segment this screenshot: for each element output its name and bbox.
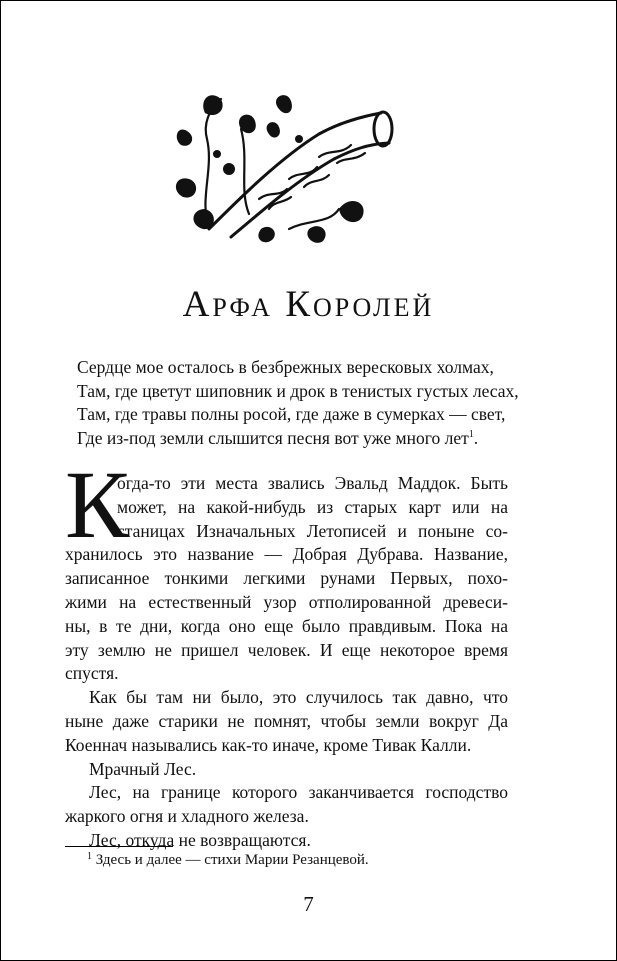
paragraph-5: Лес, откуда не возвращаются. — [89, 829, 311, 850]
footnote-rule — [65, 846, 173, 847]
epigraph — [77, 356, 537, 450]
text-line: Лес, на границе которого заканчивается господство — [89, 782, 508, 803]
text-line: хранилось это название — Добрая Дубрава. Название, — [65, 544, 508, 565]
text-line: жими на естественный узор отполированной древеси- — [65, 591, 508, 612]
paragraph-1 — [65, 472, 508, 686]
text-line: спустя. — [65, 663, 119, 684]
text-line: записанное тонкими легкими рунами Первых, похо- — [65, 568, 508, 589]
footnote-reference: 1 — [468, 428, 474, 440]
epigraph-line-last: Где из-под земли слышится песня вот уже много лет$^1$. — [77, 427, 479, 448]
horn-with-oak-leaves-icon — [169, 79, 399, 249]
text-line: может, на какой-нибудь из старых карт или на — [117, 496, 508, 517]
drop-cap: К — [65, 451, 130, 558]
footnote — [87, 850, 369, 870]
text-line: эту землю не пришел человек. И еще некоторое время — [65, 639, 508, 660]
footnote-text: Здесь и далее — стихи Марии Резанцевой. — [92, 852, 369, 868]
body-text — [65, 472, 508, 853]
text-line: огда-то эти места звались Эвальд Маддок. Быть — [117, 473, 508, 493]
footnote-mark: 1 — [87, 851, 92, 862]
text-line: ны, в те дни, когда оно еще было правдивым. Пока на — [65, 615, 508, 636]
page-number: 7 — [303, 892, 314, 916]
chapter-title: Арфа Королей — [182, 284, 435, 325]
text-line: Как бы там ни было, это случилось так давно, что — [89, 687, 508, 708]
text-line: ныне даже старики не помнят, чтобы земли вокруг Да — [65, 710, 508, 731]
text-line: станицах Изначальных Летописей и поныне со- — [117, 520, 508, 541]
epigraph-line: Там, где травы полны росой, где даже в сумерках — свет, — [77, 404, 506, 424]
text-line: жаркого огня и хладного железа. — [65, 806, 309, 827]
paragraph-4 — [65, 781, 508, 829]
epigraph-line: Там, где цветут шиповник и дрок в тенистых густых лесах, — [77, 380, 519, 401]
epigraph-line-text: Где из-под земли слышится песня вот уже много лет — [77, 427, 469, 448]
paragraph-2 — [65, 686, 508, 757]
epigraph-line: Сердце мое осталось в безбрежных вересковых холмах, — [77, 357, 494, 377]
text-line: Коеннач назывались как-то иначе, кроме Тивак Калли. — [65, 734, 472, 755]
paragraph-3: Мрачный Лес. — [89, 758, 197, 779]
